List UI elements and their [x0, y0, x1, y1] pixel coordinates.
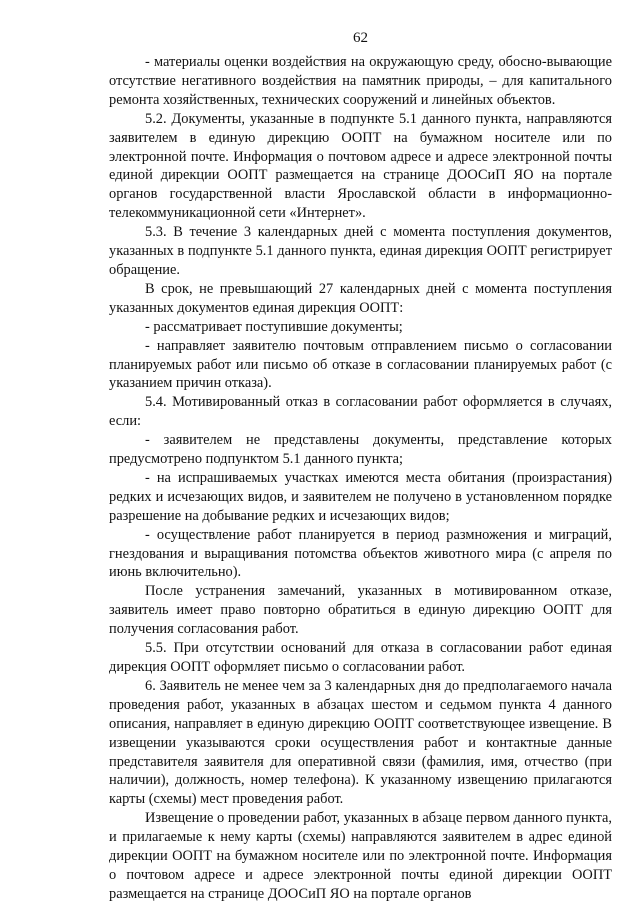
document-page	[109, 30, 612, 904]
paragraph-5-3: 5.3. В течение 3 календарных дней с момента поступления документов, указанных в подпункте 5.1 данного пункта, единая дирекция ООПТ регистрирует обращение.	[109, 224, 612, 278]
paragraph-sends-letter: - направляет заявителю почтовым отправлением письмо о согласовании планируемых работ или письмо об отказе в согласовании планируемых работ (с указанием причин отказа).	[109, 337, 612, 392]
paragraph-documents-missing: - заявителем не представлены документы, представление которых предусмотрено подпунктом 5.1 данного пункта;	[109, 432, 612, 468]
paragraph-5-5: 5.5. При отсутствии оснований для отказа в согласовании работ единая дирекция ООПТ оформляет письмо о согласовании работ.	[109, 640, 612, 675]
paragraph-5-2: 5.2. Документы, указанные в подпункте 5.1 данного пункта, направляются заявителем в единую дирекцию ООПТ на бумажном носителе или по электронной почте. Информация о почтовом адресе и адресе электронной почты единой дирекции ООПТ размещается на странице ДООСиП ЯО на портале органов государственной власти Ярославской области в информационно-телекоммуникационной сети «Интернет».	[109, 110, 612, 222]
page-number: 62	[353, 30, 368, 46]
paragraph-assessment-materials: - материалы оценки воздействия на окружающую среду, обосно-вывающие отсутствие негативного воздействия на памятник природы, – для капитального ремонта хозяйственных, технических сооружений и линейных объектов.	[109, 54, 612, 108]
paragraph-5-4: 5.4. Мотивированный отказ в согласовании работ оформляется в случаях, если:	[109, 394, 612, 430]
paragraph-notice: Извещение о проведении работ, указанных в абзаце первом данного пункта, и прилагаемые к нему карты (схемы) направляются заявителем в адрес единой дирекции ООПТ на бумажном носителе или по электронной почте. Информация о почтовом адресе и адресе электронной почты единой дирекции ООПТ размещается на странице ДООСиП ЯО на портале органов	[109, 810, 612, 902]
paragraph-27-days: В срок, не превышающий 27 календарных дней с момента поступления указанных документов единая дирекция ООПТ:	[109, 280, 612, 316]
paragraph-6: 6. Заявитель не менее чем за 3 календарных дня до предполагаемого начала проведения работ, указанных в абзацах шестом и седьмом пункта 4 данного описания, направляет в единую дирекцию ООПТ соответствующее извещение. В извещении указываются сроки осуществления работ и контактные данные представителя заявителя для оперативной связи (фамилия, имя, отчество (при наличии), должность, номер телефона). К указанному извещению прилагаются карты (схемы) мест проведения работ.	[109, 677, 612, 808]
paragraph-after-correction: После устранения замечаний, указанных в мотивированном отказе, заявитель имеет право повторно обратиться в единую дирекцию ООПТ для получения согласования работ.	[109, 583, 612, 638]
paragraph-rare-species: - на испрашиваемых участках имеются места обитания (произрастания) редких и исчезающих видов, и заявителем не получено в установленном порядке разрешение на добывание редких и исчезающих видов;	[109, 469, 612, 524]
paragraph-breeding-period: - осуществление работ планируется в период размножения и миграций, гнездования и выращивания потомства объектов животного мира (с апреля по июнь включительно).	[109, 526, 612, 581]
paragraph-reviews-documents: - рассматривает поступившие документы;	[145, 318, 403, 335]
